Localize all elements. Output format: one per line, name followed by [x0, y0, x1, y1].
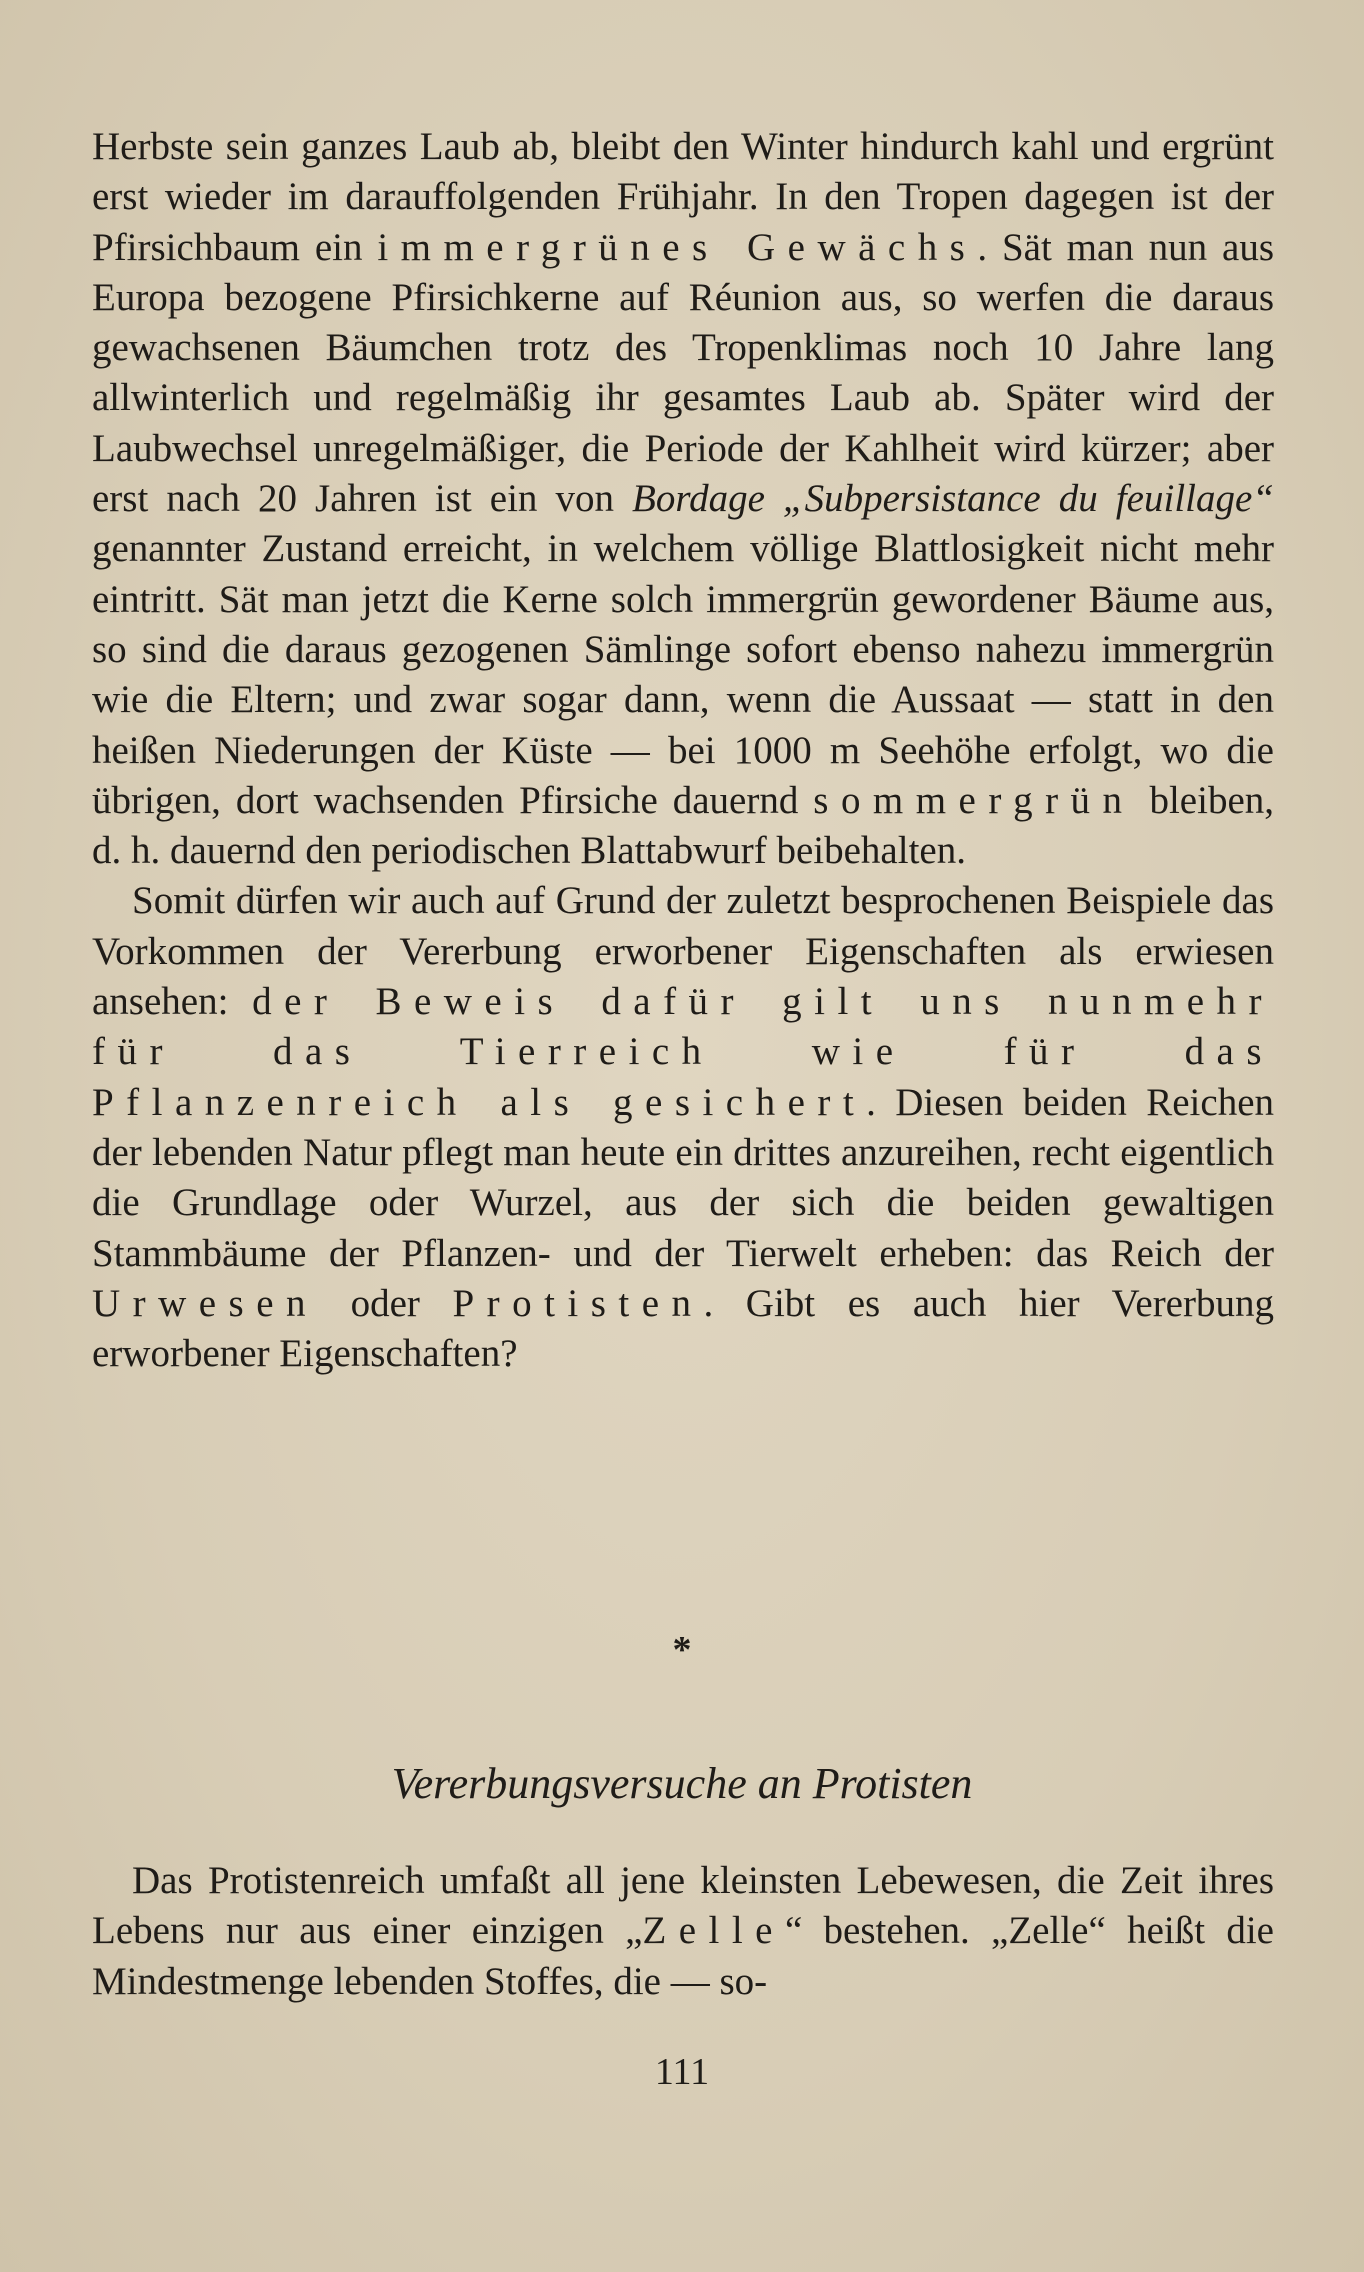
main-text [92, 122, 1274, 1379]
text-run: genannter Zustand erreicht, in welchem völlige Blattlosigkeit nicht mehr eintritt. Sät man jetzt die Kerne solch immergrün gewordener Bäume aus, so sind die daraus gezogenen Sämlinge sofort ebenso nahezu immergrün wie die Eltern; und zwar sogar dann, wenn die Aussaat — statt in den heißen Niederungen der Küste — bei 1000 m Seehöhe erfolgt, wo die übrigen, dort wachsenden Pfirsiche dauernd [92, 527, 1274, 822]
page-number: 111 [654, 2051, 710, 2093]
paragraph-protisten [92, 1856, 1274, 2007]
text-run: . Diesen beiden Reichen der lebenden Natur pflegt man heute ein drittes anzureihen, recht eigentlich die Grundlage oder Wurzel, aus der sich die beiden gewaltigen Stammbäume der Pflanzen- und der Tierwelt erheben: das Reich der [92, 1080, 1275, 1275]
text-run: “ bestehen. „Zelle“ heißt die Mindestmenge lebenden Stoffes, die — so- [92, 1909, 1274, 2003]
text-run: Herbste sein ganzes Laub ab, bleibt den Winter hindurch kahl und ergrünt erst wieder im darauffolgenden Frühjahr. In den Tropen dagegen ist der Pfirsichbaum ein [92, 125, 1274, 269]
spaced-emphasis: Protisten [452, 1281, 704, 1325]
italic-citation: Bordage „Subpersistance du feuillage“ [632, 477, 1274, 521]
spaced-emphasis: immergrünes Gewächs [377, 225, 978, 269]
spaced-emphasis: Zelle [642, 1909, 785, 1953]
text-run: oder [317, 1281, 453, 1325]
paragraph-pfirsich [92, 122, 1274, 876]
spaced-emphasis: der Beweis dafür gilt uns nunmehr für das Tierreich wie für das Pflanzenreich als gesichert [92, 980, 1274, 1124]
text-run: . Gibt es auch hier Vererbung erworbener Eigenschaften? [92, 1281, 1274, 1376]
spaced-emphasis: sommergrün [813, 778, 1135, 822]
text-run: bleiben, d. h. dauernd den periodischen Blattabwurf beibehalten. [92, 778, 1275, 873]
text-run: Das Protistenreich umfaßt all jene kleinsten Lebewesen, die Zeit ihres Lebens nur aus einer einzigen „ [92, 1859, 1274, 1953]
paragraph-conclusion [92, 876, 1274, 1379]
section-text [92, 1856, 1274, 2007]
text-run: . Sät man nun aus Europa bezogene Pfirsichkerne auf Réunion aus, so werfen die daraus gewachsenen Bäumchen trotz des Tropenklimas noch 10 Jahre lang allwinterlich und regelmäßig ihr gesamtes Laub ab. Später wird der Laubwechsel unregelmäßiger, die Periode der Kahlheit wird kürzer; aber erst nach 20 Jahren ist ein von [92, 225, 1274, 521]
spaced-emphasis: Urwesen [92, 1281, 318, 1325]
text-run: Somit dürfen wir auch auf Grund der zuletzt besprochenen Beispiele das Vorkommen der Vererbung erworbener Eigenschaften als erwiesen ansehen: [92, 879, 1274, 1024]
section-heading: Vererbungsversuche an Protisten [391, 1759, 973, 1808]
section-separator: * [672, 1629, 692, 1671]
